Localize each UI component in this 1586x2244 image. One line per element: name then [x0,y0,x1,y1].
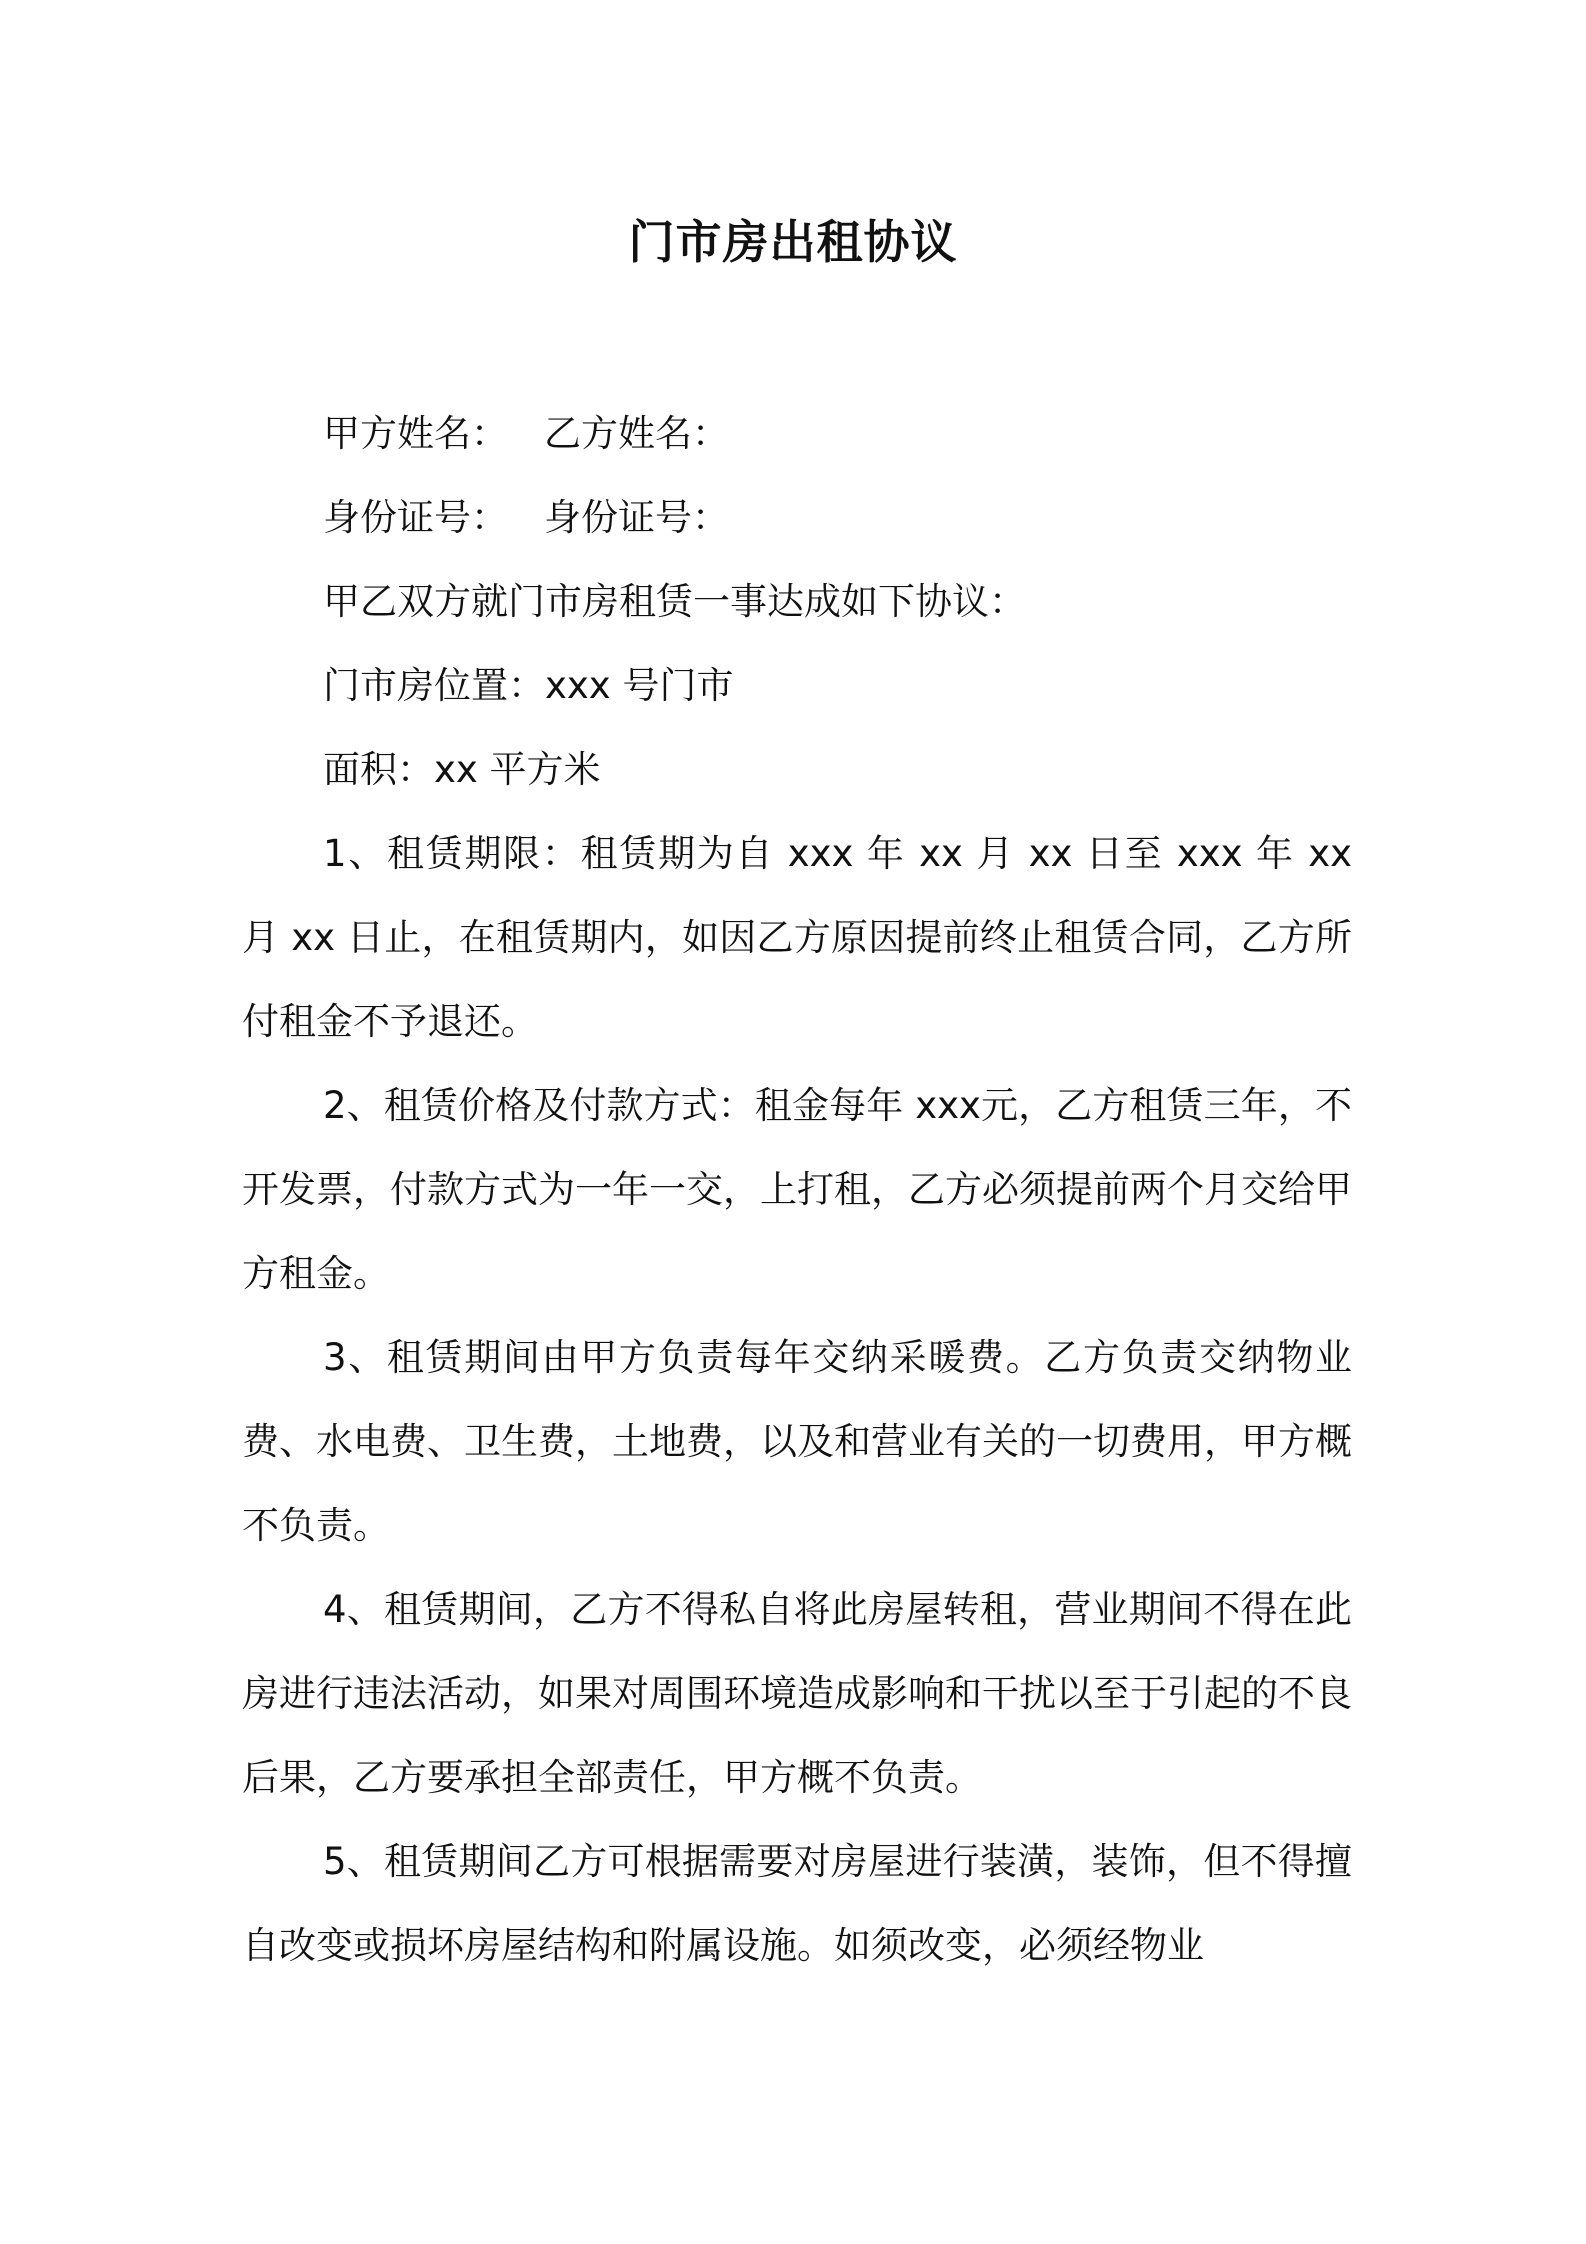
party-b-name-label: 乙方姓名： [544,412,729,455]
party-a-id-label: 身份证号： [323,496,508,539]
clause-5: 5、租赁期间乙方可根据需要对房屋进行装潢，装饰，但不得擅自改变或损坏房屋结构和附属设施。如须改变，必须经物业 [242,1840,1352,1967]
party-b-id-label: 身份证号： [544,496,729,539]
party-id-line [242,476,1352,560]
clause-1: 1、租赁期限：租赁期为自 xxx 年 xx 月 xx 日至 xxx 年 xx 月 xx 日止，在租赁期内，如因乙方原因提前终止租赁合同，乙方所付租金不予退还。 [242,832,1352,1043]
clause-2: 2、租赁价格及付款方式：租金每年 xxx元，乙方租赁三年，不开发票，付款方式为一年一交，上打租，乙方必须提前两个月交给甲方租金。 [242,1084,1352,1295]
shop-location: 门市房位置：xxx 号门市 [323,664,734,707]
party-name-line [242,392,1352,476]
document-body [242,392,1352,1988]
clause-4: 4、租赁期间，乙方不得私自将此房屋转租，营业期间不得在此房进行违法活动，如果对周围环境造成影响和干扰以至于引起的不良后果，乙方要承担全部责任，甲方概不负责。 [242,1588,1352,1799]
shop-area: 面积：xx 平方米 [323,748,601,791]
agreement-intro: 甲乙双方就门市房租赁一事达成如下协议： [323,580,1026,623]
clause-3: 3、租赁期间由甲方负责每年交纳采暖费。乙方负责交纳物业费、水电费、卫生费，土地费，以及和营业有关的一切费用，甲方概不负责。 [242,1336,1352,1547]
document-title: 门市房出租协议 [628,215,958,269]
party-a-name-label: 甲方姓名： [323,412,508,455]
